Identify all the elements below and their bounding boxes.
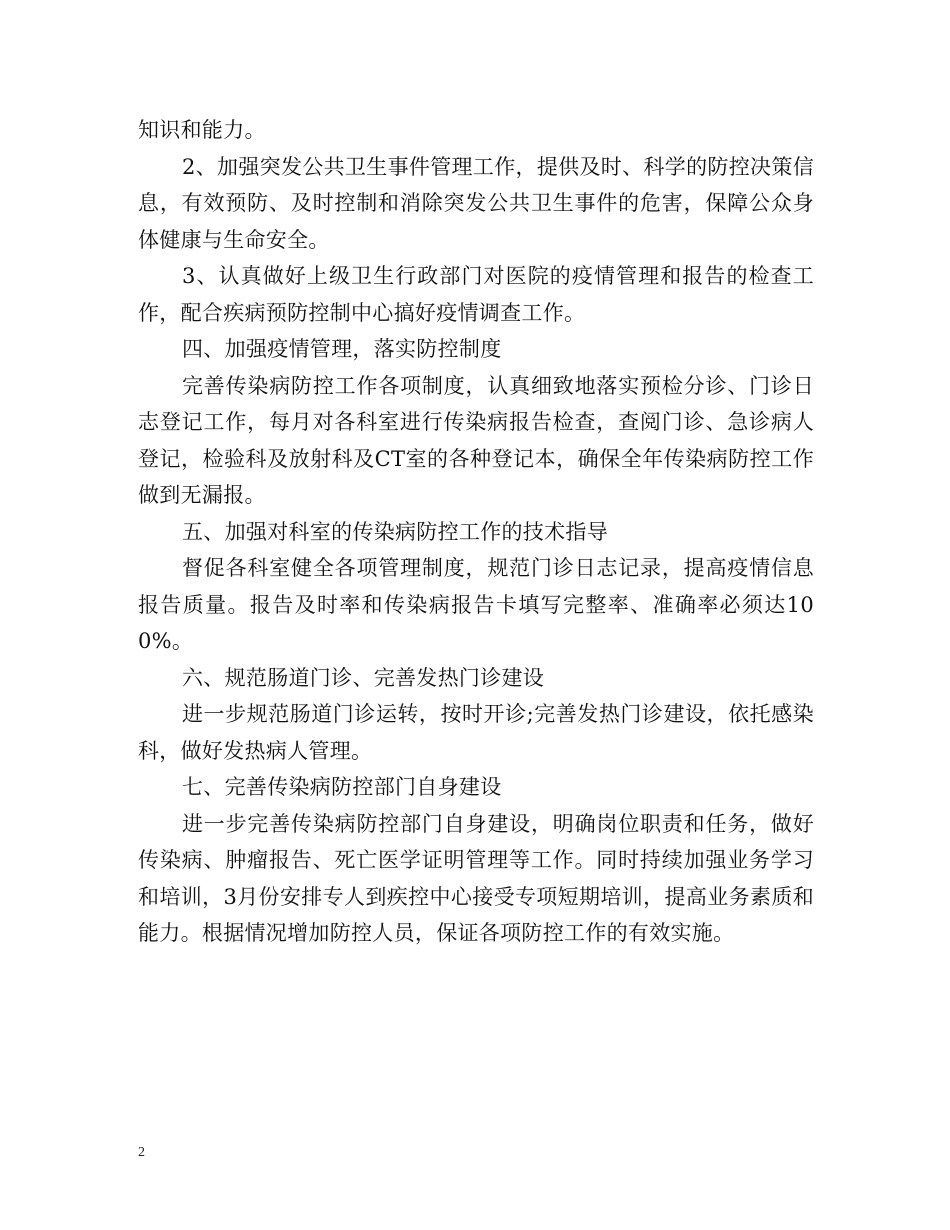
paragraph-item-3: 3、认真做好上级卫生行政部门对医院的疫情管理和报告的检查工作，配合疾病预防控制中心搞好疫情调查工作。 [138, 264, 814, 325]
paragraph-section-6-body: 进一步规范肠道门诊运转，按时开诊;完善发热门诊建设，依托感染科，做好发热病人管理。 [138, 702, 814, 763]
paragraph-section-5-body: 督促各科室健全各项管理制度，规范门诊日志记录，提高疫情信息报告质量。报告及时率和传染病报告卡填写完整率、准确率必须达100%。 [138, 556, 814, 653]
paragraph-continuation: 知识和能力。 [138, 118, 266, 142]
section-heading-6: 六、规范肠道门诊、完善发热门诊建设 [182, 665, 545, 690]
section-heading-5: 五、加强对科室的传染病防控工作的技术指导 [182, 519, 608, 544]
section-heading-7: 七、完善传染病防控部门自身建设 [182, 775, 502, 799]
paragraph-section-7-body: 进一步完善传染病防控部门自身建设，明确岗位职责和任务，做好传染病、肿瘤报告、死亡医学证明管理等工作。同时持续加强业务学习和培训，3月份安排专人到疾控中心接受专项短期培训，提高业务素质和能力。根据情况增加防控人员，保证各项防控工作的有效实施。 [138, 811, 814, 945]
page-number: 2 [138, 1145, 145, 1160]
paragraph-item-2: 2、加强突发公共卫生事件管理工作，提供及时、科学的防控决策信息，有效预防、及时控制和消除突发公共卫生事件的危害，保障公众身体健康与生命安全。 [138, 154, 814, 252]
section-heading-4: 四、加强疫情管理，落实防控制度 [182, 337, 502, 361]
paragraph-section-4-body: 完善传染病防控工作各项制度，认真细致地落实预检分诊、门诊日志登记工作，每月对各科室进行传染病报告检查，查阅门诊、急诊病人登记，检验科及放射科及CT室的各种登记本，确保全年传染病防控工作做到无漏报。 [138, 373, 814, 507]
document-body [138, 112, 814, 952]
